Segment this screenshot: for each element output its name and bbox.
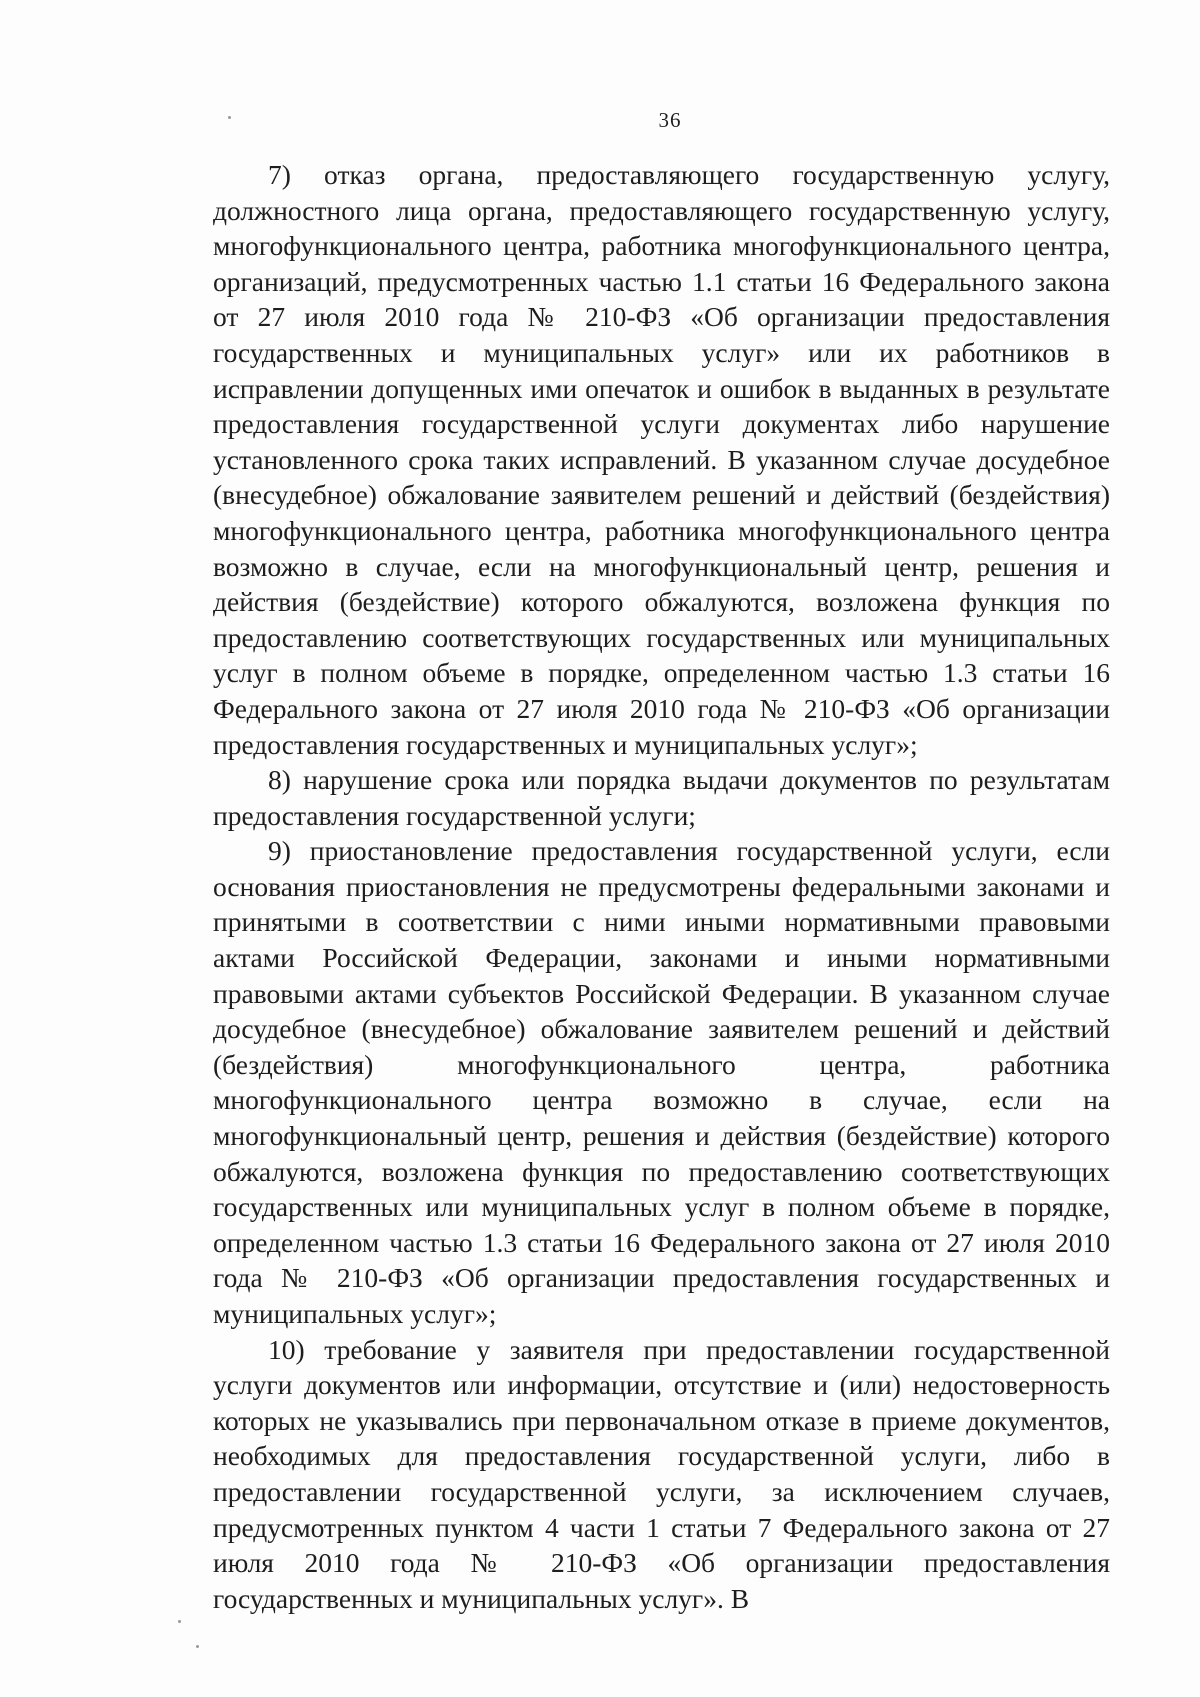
scan-speck <box>196 1645 199 1648</box>
paragraph-item-10: 10) требование у заявителя при предоставлении государственной услуги документов или информации, отсутствие и (или) недостоверность которых не указывались при первоначальном отказе в приеме документов, необходимых для предоставления государственной услуги, либо в предоставлении государственной услуги, за исключением случаев, предусмотренных пунктом 4 части 1 статьи 7 Федерального закона от 27 июля 2010 года № 210-ФЗ «Об организации предоставления государственных и муниципальных услуг». В <box>213 1333 1110 1614</box>
page-number: 36 <box>658 108 682 132</box>
scan-speck <box>178 1620 181 1623</box>
paragraph-item-9: 9) приостановление предоставления государственной услуги, если основания приостановления не предусмотрены федеральными законами и принятыми в соответствии с ними иными нормативными правовыми актами Российской Федерации, законами и иными нормативными правовыми актами субъектов Российской Федерации. В указанном случае досудебное (внесудебное) обжалование заявителем решений и действий (бездействия) многофункционального центра, работника многофункционального центра возможно в случае, если на многофункциональный центр, решения и действия (бездействие) которого обжалуются, возложена функция по предоставлению соответствующих государственных или муниципальных услуг в полном объеме в порядке, определенном частью 1.3 статьи 16 Федерального закона от 27 июля 2010 года № 210-ФЗ «Об организации предоставления государственных и муниципальных услуг»; <box>213 835 1110 1329</box>
paragraph-item-8: 8) нарушение срока или порядка выдачи документов по результатам предоставления государственной услуги; <box>213 764 1110 831</box>
document-body <box>213 157 1110 1616</box>
paragraph-item-7: 7) отказ органа, предоставляющего государственную услугу, должностного лица органа, предоставляющего государственную услугу, многофункционального центра, работника многофункционального центра, организаций, предусмотренных частью 1.1 статьи 16 Федерального закона от 27 июля 2010 года № 210-ФЗ «Об организации предоставления государственных и муниципальных услуг» или их работников в исправлении допущенных ими опечаток и ошибок в выданных в результате предоставления государственной услуги документах либо нарушение установленного срока таких исправлений. В указанном случае досудебное (внесудебное) обжалование заявителем решений и действий (бездействия) многофункционального центра, работника многофункционального центра возможно в случае, если на многофункциональный центр, решения и действия (бездействие) которого обжалуются, возложена функция по предоставлению соответствующих государственных или муниципальных услуг в полном объеме в порядке, определенном частью 1.3 статьи 16 Федерального закона от 27 июля 2010 года № 210-ФЗ «Об организации предоставления государственных и муниципальных услуг»; <box>213 159 1110 760</box>
scan-speck <box>228 116 231 119</box>
